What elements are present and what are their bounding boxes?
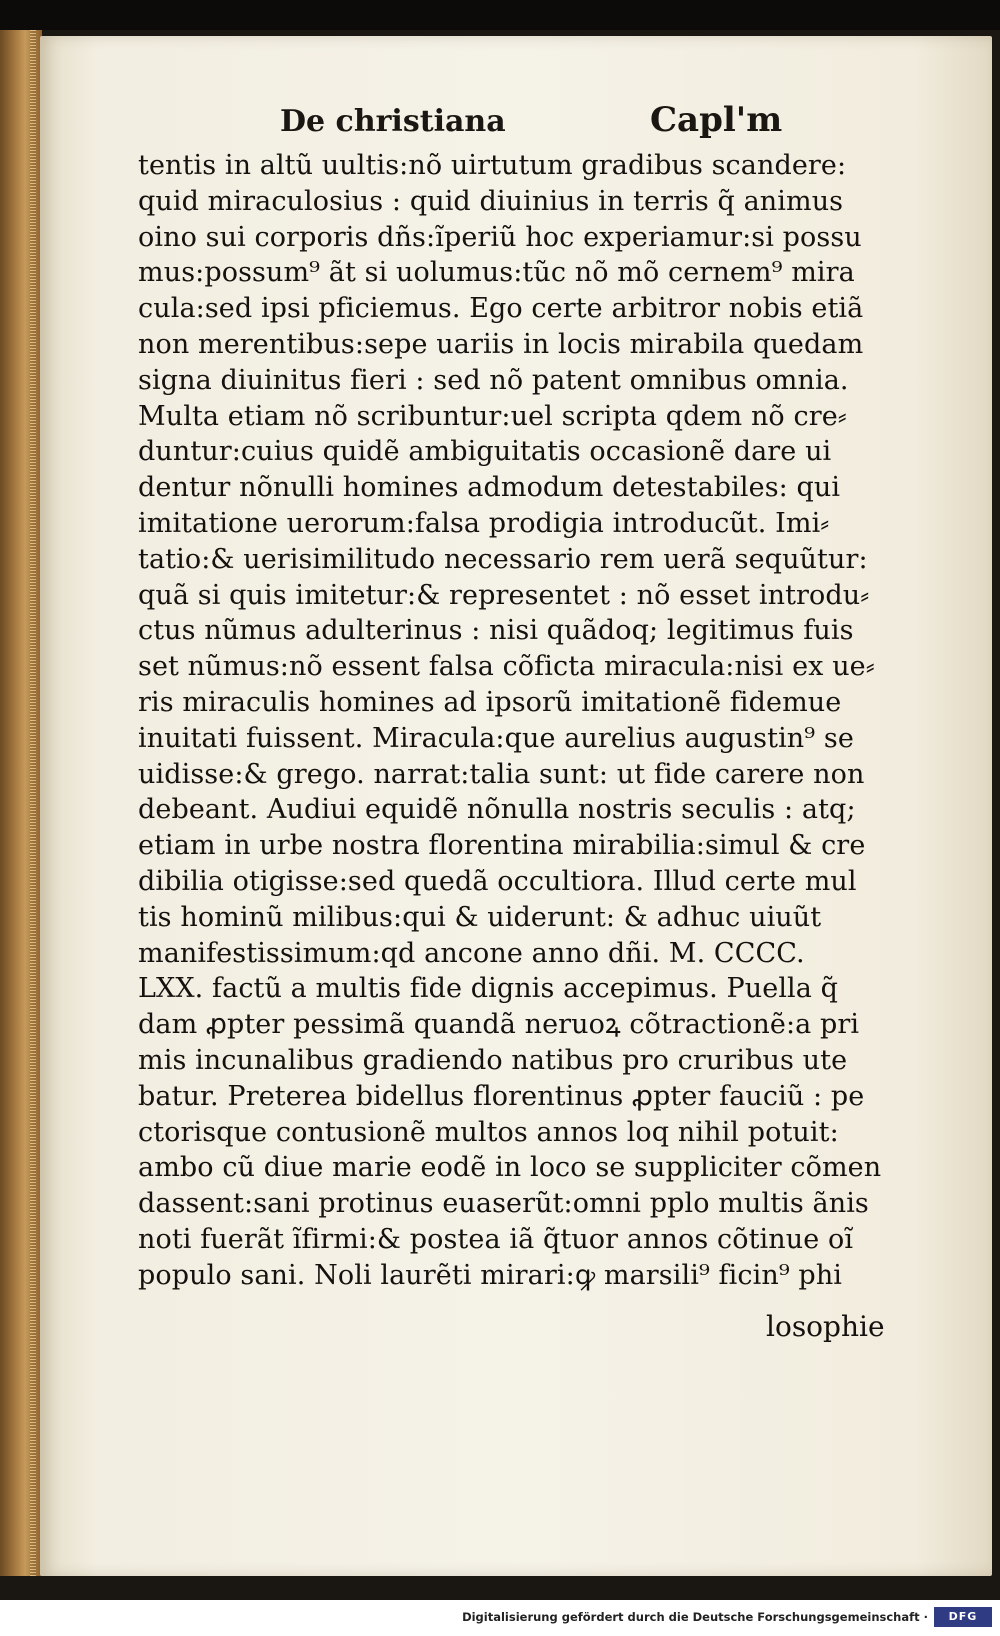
text-line: manifestissimum:qd ancone anno dñi. M. CCCC. (138, 937, 805, 969)
catchword: losophie (766, 1310, 885, 1343)
text-line: debeant. Audiui equidẽ nõnulla nostris seculis : atq; (138, 794, 856, 826)
text-line: quã si quis imitetur:& representet : nõ esset introdu⸗ (138, 579, 870, 611)
text-line: set nũmus:nõ essent falsa cõficta miracula:nisi ex ue⸗ (138, 651, 875, 683)
text-line: dam ꝓpter pessimã quandã neruoꝝ cõtractionẽ:a pri (138, 1009, 860, 1041)
text-line: mis incunalibus gradiendo natibus pro cruribus ute (138, 1044, 848, 1076)
funding-credit: Digitalisierung gefördert durch die Deutsche Forschungsgemeinschaft · (462, 1610, 928, 1624)
dfg-logo: DFG (934, 1607, 992, 1627)
chapter-label: Capl'm (650, 100, 783, 140)
text-line: ctorisque contusionẽ multos annos loq nihil potuit: (138, 1116, 839, 1148)
text-line: etiam in urbe nostra florentina mirabilia:simul & cre (138, 830, 866, 862)
text-line: duntur:cuius quidẽ ambiguitatis occasionẽ dare ui (138, 436, 832, 468)
text-line: mus:possum⁹ ãt si uolumus:tũc nõ mõ cernem⁹ mira (138, 257, 855, 289)
text-line: uidisse:& grego. narrat:talia sunt: ut fide carere non (138, 758, 865, 790)
text-line: imitatione uerorum:falsa prodigia introducũt. Imi⸗ (138, 507, 830, 539)
text-line: signa diuinitus fieri : sed nõ patent omnibus omnia. (138, 364, 849, 396)
text-line: Multa etiam nõ scribuntur:uel scripta qdem nõ cre⸗ (138, 400, 847, 432)
text-line: dentur nõnulli homines admodum detestabiles: qui (138, 472, 841, 504)
text-line: inuitati fuissent. Miracula:que aurelius augustin⁹ se (138, 722, 854, 754)
running-title: De christiana (280, 104, 506, 139)
text-line: ambo cũ diue marie eodẽ in loco se suppliciter cõmen (138, 1152, 882, 1184)
text-line: populo sani. Noli laurẽti mirari:ꝙ marsili⁹ ficin⁹ phi (138, 1259, 843, 1291)
text-line: ctus nũmus adulterinus : nisi quãdoq; legitimus fuis (138, 615, 854, 647)
text-line: dassent:sani protinus euaserũt:omni pplo multis ãnis (138, 1188, 869, 1220)
scan-top-band (0, 0, 1000, 30)
text-line: non merentibus:sepe uariis in locis mirabila quedam (138, 328, 864, 360)
text-line: cula:sed ipsi pficiemus. Ego certe arbitror nobis etiã (138, 293, 864, 325)
text-line: dibilia otigisse:sed quedã occultiora. Illud certe mul (138, 865, 857, 897)
page-header (280, 100, 800, 144)
body-text (138, 148, 928, 1294)
text-line: tentis in altũ uultis:nõ uirtutum gradibus scandere: (138, 150, 847, 181)
text-line: LXX. factũ a multis fide dignis accepimus. Puella q̃ (138, 973, 839, 1005)
text-line: tatio:& uerisimilitudo necessario rem uerã sequũtur: (138, 543, 868, 575)
text-line: tis hominũ milibus:qui & uiderunt: & adhuc uiuũt (138, 901, 822, 933)
book-fore-edge (0, 30, 42, 1576)
text-line: ris miraculis homines ad ipsorũ imitationẽ fidemue (138, 686, 842, 718)
footer-bar (0, 1600, 1000, 1636)
text-line: quid miraculosius : quid diuinius in terris q̃ animus (138, 185, 844, 217)
text-line: noti fuerãt ĩfirmi:& postea iã q̃tuor annos cõtinue oĩ (138, 1223, 854, 1255)
text-line: batur. Preterea bidellus florentinus ꝓpter fauciũ : pe (138, 1080, 865, 1112)
text-line: oino sui corporis dñs:ĩperiũ hoc experiamur:si possu (138, 221, 862, 253)
